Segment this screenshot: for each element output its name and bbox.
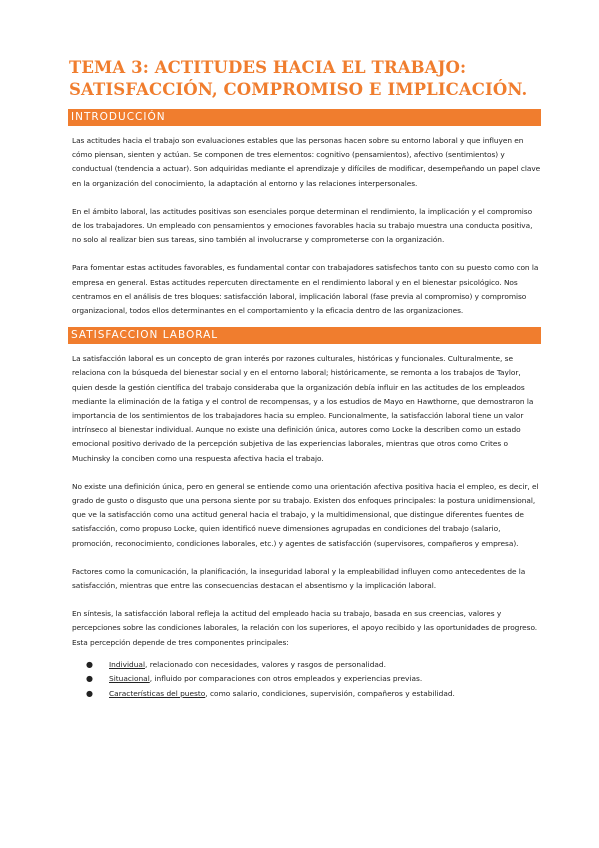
- list-item: [75, 687, 541, 701]
- list-item: [75, 672, 541, 686]
- satisfaccion-paragraph-4: En síntesis, la satisfacción laboral refleja la actitud del empleado hacia su trabajo, basada en sus creencias, valores y percepciones sobre las condiciones laborales, la relación con los superiores, el apoyo recibido y las oportunidades de progreso. Esta percepción depende de tres componentes principales:: [72, 609, 538, 647]
- satisfaccion-paragraph-3: Factores como la comunicación, la planificación, la inseguridad laboral y la empleabilidad influyen como antecedentes de la satisfacción, mientras que entre las consecuencias destacan el absentismo y la implicación laboral.: [72, 566, 526, 591]
- intro-paragraph-2: En el ámbito laboral, las actitudes positivas son esenciales porque determinan el rendimiento, la implicación y el compromiso de los trabajadores. Un empleado con pensamientos y emociones favorables hacia su trabajo muestra una conducta positiva, no solo al realizar bien sus tareas, sino también al involucrarse y comprometerse con la organización.: [72, 206, 533, 245]
- section-heading-satisfaccion: SATISFACCION LABORAL: [68, 327, 541, 344]
- intro-paragraph-1: Las actitudes hacia el trabajo son evaluaciones estables que las personas hacen sobre su entorno laboral y que influyen en cómo piensan, sienten y actúan. Se componen de tres elementos: cognitivo (pensamientos), afectivo (sentimientos) y conductual (tendencia a actuar). Son adquiridas mediante el aprendizaje y difíciles de modificar, desempeñando un papel clave en la organización del conocimiento, la adaptación al entorno y las relaciones interpersonales.: [72, 136, 541, 188]
- document-title: [69, 57, 541, 101]
- title-line-1: TEMA 3: ACTITUDES HACIA EL TRABAJO:: [69, 58, 467, 77]
- list-item-term: Individual: [109, 659, 145, 669]
- list-item: [75, 658, 541, 672]
- satisfaccion-paragraph-2: No existe una definición única, pero en general se entiende como una orientación afectiva positiva hacia el empleo, es decir, el grado de gusto o disgusto que una persona siente por su trabajo. Existen dos enfoques principales: la postura unidimensional, que ve la satisfacción como una actitud general hacia el trabajo, y la multidimensional, que distingue diferentes fuentes de satisfacción, como propuso Locke, quien identificó nueve dimensiones agrupadas en condiciones del trabajo (salario, promoción, reconocimiento, condiciones laborales, etc.) y agentes de satisfacción (supervisores, compañeros y empresa).: [72, 481, 539, 548]
- list-item-term: Características del puesto: [109, 688, 206, 698]
- satisfaccion-paragraph-1: La satisfacción laboral es un concepto de gran interés por razones culturales, históricas y funcionales. Culturalmente, se relaciona con la búsqueda del bienestar social y en el entorno laboral; históricamente, se remonta a los trabajos de Taylor, quien desde la gestión científica del trabajo consideraba que la organización debía influir en las actitudes de los empleados mediante la eliminación de la fatiga y el control de recompensas, y a los estudios de Mayo en Hawthorne, que demostraron la importancia de los sentimientos de los trabajadores hacia su empleo. Funcionalmente, la satisfacción laboral tiene un valor intrínseco al bienestar individual. Aunque no existe una definición única, autores como Locke la describen como un estado emocional positivo derivado de la percepción subjetiva de las experiencias laborales, mientras que otros como Crites o Muchinsky la conciben como una respuesta afectiva hacia el trabajo.: [72, 354, 534, 463]
- section-heading-introduccion: INTRODUCCIÓN: [68, 109, 541, 126]
- list-item-text: , relacionado con necesidades, valores y rasgos de personalidad.: [145, 659, 386, 669]
- components-list: [72, 658, 541, 701]
- bullet-icon: ●: [86, 674, 93, 684]
- bullet-icon: ●: [86, 659, 93, 669]
- title-line-2: SATISFACCIÓN, COMPROMISO E IMPLICACIÓN.: [69, 80, 528, 99]
- intro-paragraph-3: Para fomentar estas actitudes favorables, es fundamental contar con trabajadores satisfechos tanto con su puesto como con la empresa en general. Estas actitudes repercuten directamente en el rendimiento laboral y en el bienestar psicológico. Nos centramos en el análisis de tres bloques: satisfacción laboral, implicación laboral (fase previa al compromiso) y compromiso organizacional, todos ellos determinantes en el comportamiento y la eficacia dentro de las organizaciones.: [72, 263, 539, 316]
- list-item-text: , como salario, condiciones, supervisión, compañeros y estabilidad.: [205, 688, 455, 698]
- list-item-term: Situacional: [109, 674, 150, 684]
- list-item-text: , influido por comparaciones con otros empleados y experiencias previas.: [149, 674, 423, 684]
- bullet-icon: ●: [86, 688, 93, 698]
